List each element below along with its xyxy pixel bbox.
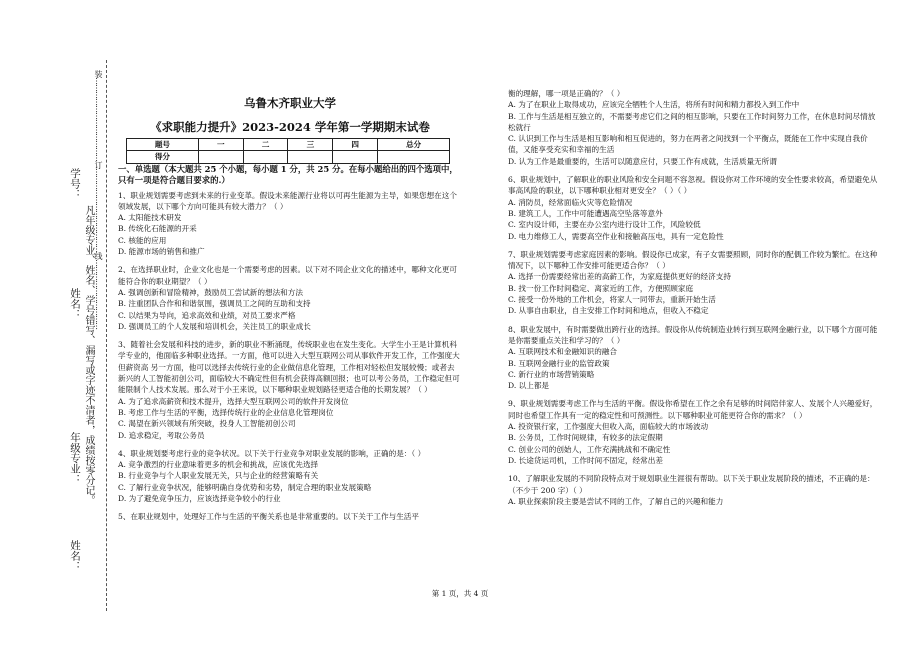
question-block (508, 174, 878, 242)
grade-major-label: 年级专业： (69, 432, 81, 485)
binding-notice: 凡年级专业、姓名、学号错写、漏写或字迹不清者，成绩按零分记。 (83, 205, 94, 505)
answer-option: A. 为了追求高薪资和技术提升，选择大型互联网公司的软件开发岗位 (118, 396, 349, 406)
seal-line (106, 60, 107, 611)
answer-option: D. 从事自由职业，自主安排工作时间和地点，但收入不稳定 (508, 306, 709, 316)
left-column (118, 88, 462, 530)
exam-title: 《求职能力提升》2023-2024 学年第一学期期末试卷 (150, 120, 430, 134)
question-block (118, 339, 462, 441)
answer-option: B. 注重团队合作和和谐氛围，强调员工之间的互助和支持 (118, 299, 311, 309)
question-block (508, 249, 878, 317)
answer-option: C. 新行业的市场营销策略 (508, 369, 595, 379)
right-question-list (508, 88, 878, 507)
answer-option: B. 公务员，工作时间规律，有较多的法定假期 (508, 433, 663, 443)
answer-option: D. 强调员工的个人发展和培训机会，关注员工的职业成长 (118, 321, 311, 331)
question-stem: 3、随着社会发展和科技的进步，新的职业不断涌现，传统职业也在发生变化。大学生小王是计算机科学专业的，他面临多种职业选择。一方面，他可以进入大型互联网公司从事软件开发工作，工作强度大但薪资高 另一方面，他可以选择去传统行业的企业做信息化管理，工作相对轻松但发展较慢；或者去新兴的人工智能初创公司，面临较大不确定性但有机会获得高额回报；也可以考公务员，工作稳定但可能限制个人技术发展。那么对于小王来说，以下哪种职业规划路径更适合他的长期发展？（ ） (118, 340, 460, 395)
answer-option: B. 找一份工作时间稳定、离家近的工作，方便照顾家庭 (508, 283, 694, 293)
seal-line-notice: 装………………………………订………………………………线………………………… (94, 70, 103, 329)
question-stem: 10、了解职业发展的不同阶段特点对于规划职业生涯很有帮助。以下关于职业发展阶段的描述，不正确的是：（不少于 200 字）（ ） (508, 474, 875, 495)
score-table (126, 138, 450, 164)
student-name-label: 姓名： (69, 540, 81, 572)
answer-option: C. 创业公司的创始人，工作充满挑战和不确定性 (508, 444, 671, 454)
answer-option: A. 职业探索阶段主要是尝试不同的工作，了解自己的兴趣和能力 (508, 496, 724, 506)
question-stem: 4、职业规划要考虑行业的竞争状况。以下关于行业竞争对职业发展的影响，正确的是：（ ） (118, 448, 426, 458)
answer-option: C. 接受一份外地的工作机会，将家人一同带去，重新开始生活 (508, 295, 716, 305)
answer-option: C. 认识到工作与生活是相互影响和相互促进的，努力在两者之间找到一个平衡点，既能在工作中实现自我价值，又能享受充实和幸福的生活 (508, 134, 868, 155)
answer-option: D. 电力维修工人，需要高空作业和接触高压电，具有一定危险性 (508, 231, 724, 241)
score-cell: 二 (243, 139, 288, 151)
question-block (118, 511, 462, 522)
score-cell (198, 151, 243, 163)
question-block (118, 264, 462, 332)
question-block (118, 448, 462, 504)
answer-option: D. 认为工作是最重要的，生活可以随意应付，只要工作有成就，生活质量无所谓 (508, 156, 777, 166)
score-cell (378, 151, 450, 163)
answer-option: D. 追求稳定，考取公务员 (118, 430, 205, 440)
answer-option: A. 选择一份需要经常出差的高薪工作，为家庭提供更好的经济支持 (508, 272, 731, 282)
score-cell (333, 151, 378, 163)
binding-margin (0, 0, 112, 651)
question-stem: 6、职业规划中，了解职业的职业风险和安全问题不容忽视。假设你对工作环境的安全性要求较高，希望避免从事高风险的职业，以下哪种职业相对更安全？（ ）（ ） (508, 175, 878, 196)
answer-option: A. 强调创新和冒险精神，鼓励员工尝试新的想法和方法 (118, 287, 303, 297)
name-label: 姓名： (69, 288, 81, 320)
question-stem: 2、在选择职业时，企业文化也是一个需要考虑的因素。以下对不同企业文化的描述中，哪种文化更可能符合你的职业期望？（ ） (118, 265, 457, 286)
score-table-header-row (127, 139, 450, 151)
score-cell: 三 (288, 139, 333, 151)
score-cell: 得分 (127, 151, 199, 163)
answer-option: B. 工作与生活是相互独立的，不需要考虑它们之间的相互影响，只要在工作时间努力工作，在休息时间尽情放松就行 (508, 111, 876, 132)
question-stem: 1、职业规划需要考虑到未来的行业变革。假设未来能源行业将以可再生能源为主导，如果您想在这个领域发展，以下哪个方向可能具有较大潜力？（ ） (118, 190, 457, 211)
score-table-score-row (127, 151, 450, 163)
question-block (508, 88, 878, 167)
answer-option: A. 太阳能技术研发 (118, 213, 182, 223)
left-question-list (118, 190, 462, 523)
answer-option: A. 为了在职业上取得成功，应该完全牺牲个人生活，将所有时间和精力都投入到工作中 (508, 100, 800, 110)
answer-option: B. 建筑工人，工作中可能遭遇高空坠落等意外 (508, 208, 663, 218)
score-cell: 四 (333, 139, 378, 151)
score-cell: 总分 (378, 139, 450, 151)
question-block (508, 324, 878, 392)
answer-option: D. 能源市场的销售和推广 (118, 247, 205, 257)
answer-option: D. 以上都是 (508, 381, 550, 391)
answer-option: C. 以结果为导向，追求高效和业绩，对员工要求严格 (118, 310, 296, 320)
question-block (508, 473, 878, 507)
score-cell (288, 151, 333, 163)
answer-option: C. 室内设计师，主要在办公室内进行设计工作，风险较低 (508, 220, 701, 230)
question-stem: 9、职业规划需要考虑工作与生活的平衡。假设你希望在工作之余有足够的时间陪伴家人、发展个人兴趣爱好，同时也希望工作具有一定的稳定性和可预测性。以下哪种职业可能更符合你的需求？（ ） (508, 399, 878, 420)
question-block (508, 398, 878, 466)
question-stem: 7、职业规划需要考虑家庭因素的影响。假设你已成家，有子女需要照顾，同时你的配偶工作较为繁忙。在这种情况下，以下哪种工作安排可能更适合你？（ ） (508, 249, 878, 271)
answer-option: A. 投资银行家，工作强度大但收入高，面临较大的市场波动 (508, 422, 709, 432)
score-cell (243, 151, 288, 163)
student-id-label: 学号： (69, 168, 81, 200)
score-cell: 题号 (127, 139, 199, 151)
right-column (508, 88, 878, 514)
question-block (118, 190, 462, 258)
answer-option: A. 竞争激烈的行业意味着更多的机会和挑战，应该优先选择 (118, 460, 319, 470)
answer-option: B. 互联网金融行业的监管政策 (508, 358, 610, 368)
answer-option: C. 核能的应用 (118, 235, 167, 245)
answer-option: B. 考虑工作与生活的平衡，选择传统行业的企业信息化管理岗位 (118, 407, 334, 417)
section-heading: 一、单选题（本大题共 25 个小题，每小题 1 分，共 25 分。在每小题给出的四个选项中，只有一项是符合题目要求的.） (118, 163, 458, 186)
answer-option: B. 传统化石能源的开采 (118, 224, 197, 234)
answer-option: D. 长途货运司机，工作时间不固定，经常出差 (508, 455, 663, 465)
answer-option: C. 渴望在新兴领域有所突破，投身人工智能初创公司 (118, 419, 296, 429)
question-stem: 8、职业发展中，有时需要做出跨行业的选择。假设你从传统制造业转行到互联网金融行业，以下哪个方面可能是你需要重点关注和学习的？（ ） (508, 324, 878, 345)
university-name: 乌鲁木齐职业大学 (244, 96, 336, 110)
answer-option: A. 消防员，经常面临火灾等危险情况 (508, 197, 633, 207)
answer-option: C. 了解行业竞争状况，能够明确自身优势和劣势，制定合理的职业发展策略 (118, 482, 372, 492)
answer-option: B. 行业竞争与个人职业发展无关，只与企业的经营策略有关 (118, 471, 319, 481)
question-stem: 5、在职业规划中，处理好工作与生活的平衡关系也是非常重要的。以下关于工作与生活平 (118, 512, 419, 522)
answer-option: A. 互联网技术和金融知识的融合 (508, 347, 618, 357)
question-stem: 衡的理解，哪一项是正确的？（ ） (508, 89, 625, 98)
score-cell: 一 (198, 139, 243, 151)
page-footer: 第 1 页，共 4 页 (431, 589, 489, 598)
answer-option: D. 为了避免竞争压力，应该选择竞争较小的行业 (118, 494, 281, 504)
